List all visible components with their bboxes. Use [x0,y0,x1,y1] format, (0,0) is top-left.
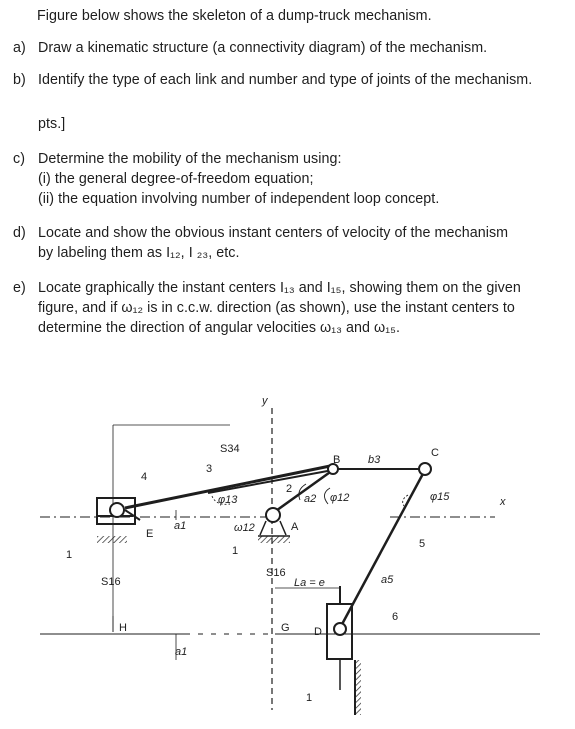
label-a: A [291,521,299,533]
label-1-mid: 1 [232,545,239,557]
joint-e [110,503,124,517]
label-a5: a5 [381,574,394,586]
question-e-label: e) [13,280,26,296]
label-4: 4 [141,471,148,483]
label-phi15: φ15 [430,491,450,503]
label-g: G [281,622,290,634]
label-h: H [119,622,127,634]
label-b3: b3 [368,454,381,466]
label-c: C [431,447,439,459]
label-s34: S34 [220,443,240,455]
question-e-line-2: figure, and if ω₁₂ is in c.c.w. direction (as shown), use the instant centers to [38,300,515,316]
label-a2: a2 [304,493,317,505]
label-a1-lower: a1 [175,646,188,658]
label-s16: S16 [101,576,121,588]
label-y: y [262,395,268,407]
question-c-line-2: (i) the general degree-of-freedom equation; [38,171,314,187]
question-a-label: a) [13,40,26,56]
joint-d [334,623,346,635]
question-a-text: Draw a kinematic structure (a connectivity diagram) of the mechanism. [38,40,488,56]
question-e-line-1: Locate graphically the instant centers I₁₃ and I₁₅, showing them on the given [38,280,521,296]
label-x: x [500,496,506,508]
label-la: La = e [294,577,325,589]
label-2: 2 [286,483,293,495]
joint-c [419,463,431,475]
question-e-line-3: determine the direction of angular velocities ω₁₃ and ω₁₅. [38,320,400,336]
question-d-line-2: by labeling them as I₁₂, I ₂₃, etc. [38,245,240,261]
label-d: D [314,626,322,638]
question-b-text: Identify the type of each link and number and type of joints of the mechanism. [38,72,533,88]
link-3 [208,470,333,493]
label-1-left: 1 [66,549,73,561]
mechanism-figure [0,380,575,729]
label-s16-mid: S16 [266,567,286,579]
label-omega12: ω12 [234,522,255,534]
question-b-label: b) [13,72,26,88]
intro-text: Figure below shows the skeleton of a dump-truck mechanism. [37,8,432,24]
label-1-bottom: 1 [306,692,313,704]
question-d-label: d) [13,225,26,241]
question-c-label: c) [13,151,26,167]
label-phi12: φ12 [330,492,350,504]
label-5: 5 [419,538,426,550]
question-d-line-1: Locate and show the obvious instant centers of velocity of the mechanism [38,225,509,241]
label-a1-upper: a1 [174,520,187,532]
label-e: E [146,528,154,540]
label-phi13: φ13 [218,494,238,506]
question-c-line-3: (ii) the equation involving number of independent loop concept. [38,191,440,207]
label-6: 6 [392,611,399,623]
label-3: 3 [206,463,213,475]
points-note-text: pts.] [38,116,66,132]
joint-a [266,508,280,522]
label-b: B [333,454,341,466]
question-c-line-1: Determine the mobility of the mechanism using: [38,151,342,167]
